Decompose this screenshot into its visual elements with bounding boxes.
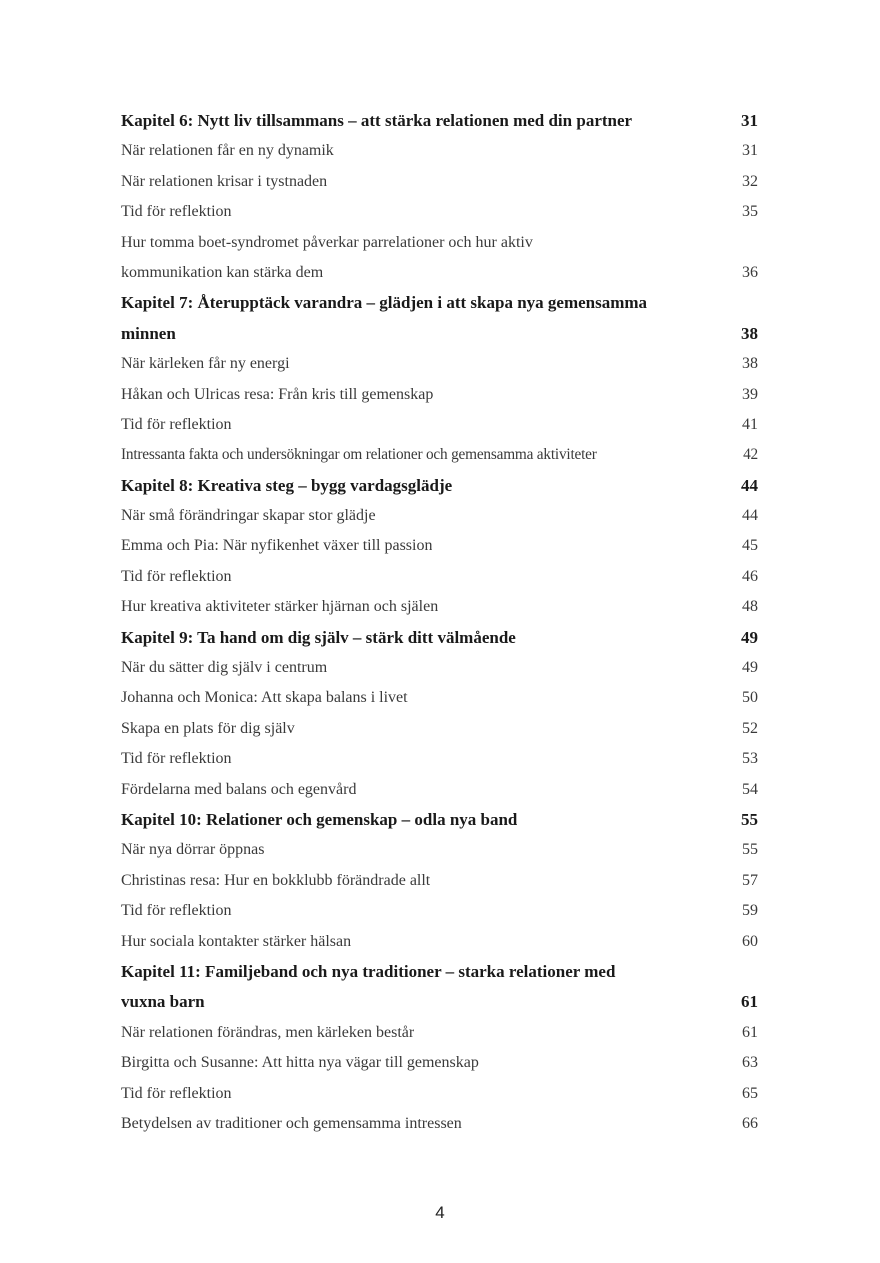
toc-entry-page: 48 bbox=[742, 598, 758, 616]
toc-entry-page: 55 bbox=[742, 841, 758, 859]
toc-entry-title: Kapitel 6: Nytt liv tillsammans – att stärka relationen med din partner bbox=[121, 111, 633, 130]
toc-entry-page: 61 bbox=[742, 1023, 758, 1041]
toc-entry-title: När nya dörrar öppnas bbox=[121, 841, 265, 859]
toc-entry-page: 41 bbox=[742, 415, 758, 433]
toc-entry-page: 38 bbox=[742, 355, 758, 373]
toc-entry-section[interactable] bbox=[121, 775, 758, 805]
toc-entry-title: Tid för reflektion bbox=[121, 203, 232, 221]
toc-entry-page: 61 bbox=[741, 992, 758, 1012]
toc-entry-section[interactable] bbox=[121, 1079, 758, 1109]
toc-entry-page: 49 bbox=[741, 627, 758, 647]
toc-entry-section[interactable] bbox=[121, 197, 758, 227]
toc-entry-section[interactable] bbox=[121, 896, 758, 926]
toc-entry-title: När relationen krisar i tystnaden bbox=[121, 172, 328, 190]
toc-entry-section[interactable] bbox=[121, 380, 758, 410]
toc-entry-page: 57 bbox=[742, 871, 758, 889]
toc-entry-title: Intressanta fakta och undersökningar om relationer och gemensamma aktiviteter bbox=[121, 446, 597, 464]
toc-entry-section[interactable] bbox=[121, 927, 758, 957]
toc-entry-title: kommunikation kan stärka dem bbox=[121, 263, 324, 281]
toc-entry-title-line1[interactable]: Hur tomma boet-syndromet påverkar parrelationer och hur aktiv bbox=[121, 233, 533, 251]
toc-entry-page: 50 bbox=[742, 689, 758, 707]
toc-entry-title: Christinas resa: Hur en bokklubb förändrade allt bbox=[121, 871, 431, 889]
toc-entry-section[interactable] bbox=[121, 562, 758, 592]
toc-entry-page: 38 bbox=[741, 323, 758, 343]
toc-entry-page: 44 bbox=[742, 507, 758, 525]
toc-entry-section[interactable] bbox=[121, 349, 758, 379]
toc-entry-section[interactable] bbox=[121, 1048, 758, 1078]
toc-entry-page: 52 bbox=[742, 719, 758, 737]
toc-entry-section[interactable] bbox=[121, 410, 758, 440]
toc-entry-title: Kapitel 10: Relationer och gemenskap – odla nya band bbox=[121, 809, 518, 829]
toc-entry-section[interactable] bbox=[121, 531, 758, 561]
toc-entry-chapter-8[interactable] bbox=[121, 471, 758, 501]
toc-entry-section[interactable] bbox=[121, 1109, 758, 1139]
toc-entry-page: 31 bbox=[742, 142, 758, 160]
toc-entry-chapter-10[interactable] bbox=[121, 805, 758, 835]
toc-entry-title: När kärleken får ny energi bbox=[121, 355, 290, 373]
toc-entry-title: När du sätter dig själv i centrum bbox=[121, 659, 328, 677]
toc-entry-title: Skapa en plats för dig själv bbox=[121, 719, 295, 737]
toc-entry-page: 36 bbox=[742, 263, 758, 281]
toc-entry-title: Tid för reflektion bbox=[121, 750, 232, 768]
toc-entry-section[interactable] bbox=[121, 653, 758, 683]
toc-entry-chapter-6[interactable] bbox=[121, 106, 758, 136]
toc-entry-section[interactable] bbox=[121, 683, 758, 713]
toc-entry-title: Johanna och Monica: Att skapa balans i livet bbox=[121, 689, 408, 707]
toc-entry-title-line1[interactable]: Kapitel 11: Familjeband och nya traditioner – starka relationer med bbox=[121, 961, 616, 981]
toc-entry-page: 53 bbox=[742, 750, 758, 768]
toc-entry-title: Emma och Pia: När nyfikenhet växer till passion bbox=[121, 537, 433, 555]
toc-entry-section[interactable] bbox=[121, 440, 758, 470]
toc-entry-page: 65 bbox=[742, 1084, 758, 1102]
table-of-contents bbox=[121, 106, 758, 1139]
toc-entry-title: Hur kreativa aktiviteter stärker hjärnan och själen bbox=[121, 598, 439, 616]
toc-entry-chapter-9[interactable] bbox=[121, 623, 758, 653]
toc-entry-section[interactable] bbox=[121, 167, 758, 197]
toc-entry-section[interactable] bbox=[121, 592, 758, 622]
toc-entry-title: När små förändringar skapar stor glädje bbox=[121, 507, 376, 525]
toc-entry-page: 35 bbox=[742, 203, 758, 221]
toc-entry-page: 45 bbox=[742, 537, 758, 555]
toc-entry-title: När relationen får en ny dynamik bbox=[121, 142, 334, 160]
toc-entry-title: När relationen förändras, men kärleken består bbox=[121, 1023, 415, 1041]
toc-entry-title: Tid för reflektion bbox=[121, 567, 232, 585]
toc-entry-title: Tid för reflektion bbox=[121, 415, 232, 433]
toc-entry-page: 54 bbox=[742, 780, 758, 798]
toc-entry-page: 55 bbox=[741, 809, 758, 829]
toc-entry-page: 63 bbox=[742, 1054, 758, 1072]
toc-entry-page: 60 bbox=[742, 932, 758, 950]
toc-entry-page: 31 bbox=[741, 111, 758, 130]
toc-entry-section[interactable] bbox=[121, 835, 758, 865]
toc-entry-title: Hur sociala kontakter stärker hälsan bbox=[121, 932, 352, 950]
toc-entry-page: 46 bbox=[742, 567, 758, 585]
toc-entry-section[interactable] bbox=[121, 258, 758, 288]
toc-entry-page: 39 bbox=[742, 385, 758, 403]
toc-entry-section[interactable] bbox=[121, 501, 758, 531]
toc-entry-title: minnen bbox=[121, 323, 176, 343]
toc-entry-page: 44 bbox=[741, 475, 758, 495]
toc-entry-page: 49 bbox=[742, 659, 758, 677]
toc-entry-title: vuxna barn bbox=[121, 992, 205, 1012]
toc-entry-title: Tid för reflektion bbox=[121, 1084, 232, 1102]
toc-entry-title: Birgitta och Susanne: Att hitta nya vägar till gemenskap bbox=[121, 1054, 479, 1072]
toc-entry-page: 32 bbox=[742, 172, 758, 190]
toc-entry-title: Håkan och Ulricas resa: Från kris till gemenskap bbox=[121, 385, 434, 403]
toc-entry-section[interactable] bbox=[121, 866, 758, 896]
toc-entry-section[interactable] bbox=[121, 744, 758, 774]
toc-entry-page: 66 bbox=[742, 1114, 758, 1132]
toc-entry-title: Betydelsen av traditioner och gemensamma intressen bbox=[121, 1114, 462, 1132]
toc-entry-title: Tid för reflektion bbox=[121, 902, 232, 920]
toc-entry-section[interactable] bbox=[121, 714, 758, 744]
toc-entry-chapter-7[interactable] bbox=[121, 319, 758, 349]
toc-entry-section[interactable] bbox=[121, 1018, 758, 1048]
toc-entry-page: 42 bbox=[743, 446, 758, 464]
toc-entry-section[interactable] bbox=[121, 136, 758, 166]
toc-entry-title-line1[interactable]: Kapitel 7: Återupptäck varandra – glädjen i att skapa nya gemensamma bbox=[121, 293, 648, 313]
toc-entry-chapter-11[interactable] bbox=[121, 987, 758, 1017]
toc-entry-page: 59 bbox=[742, 902, 758, 920]
toc-entry-title: Kapitel 8: Kreativa steg – bygg vardagsglädje bbox=[121, 475, 453, 495]
toc-entry-title: Kapitel 9: Ta hand om dig själv – stärk ditt välmående bbox=[121, 627, 516, 647]
toc-entry-title: Fördelarna med balans och egenvård bbox=[121, 780, 357, 798]
page-number: 4 bbox=[435, 1203, 445, 1222]
